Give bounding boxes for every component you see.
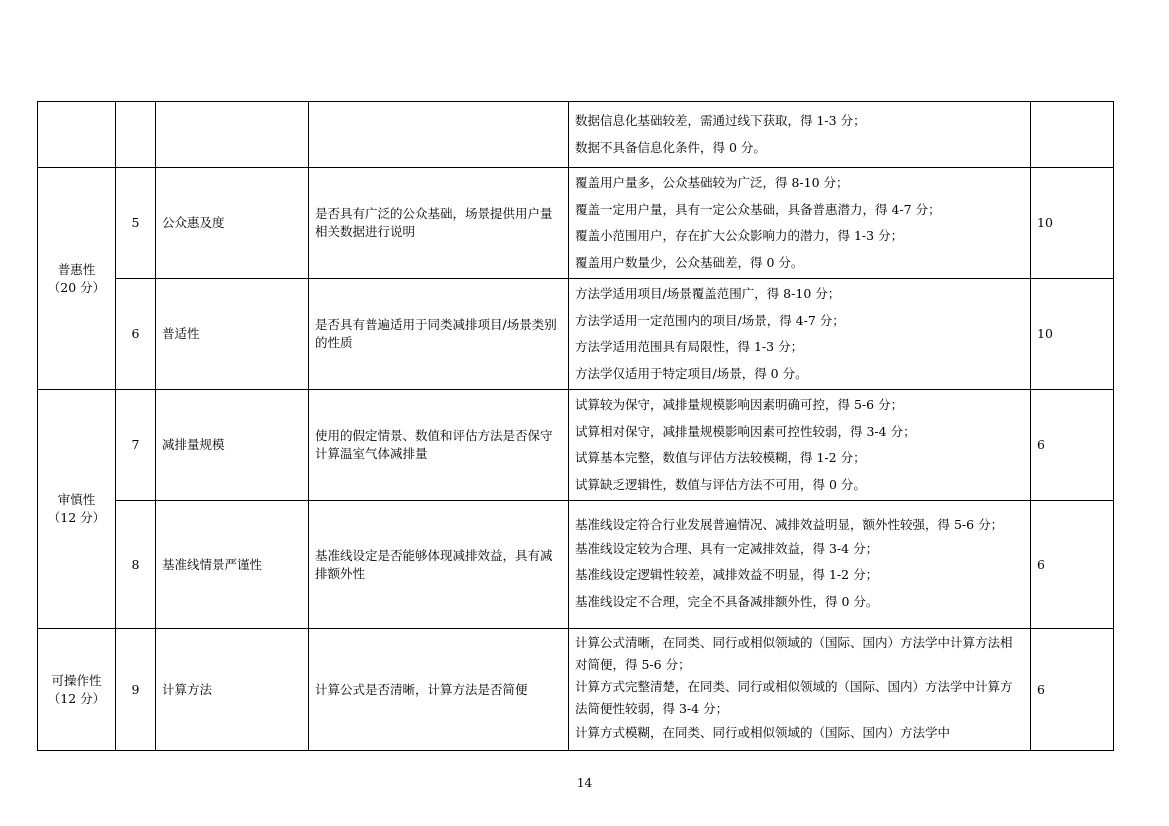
table-row: [38, 279, 1114, 390]
table-row: [38, 501, 1114, 629]
indicator-cell: 普适性: [156, 279, 309, 390]
number-cell: 7: [116, 390, 156, 501]
number-cell: 8: [116, 501, 156, 629]
category-name: 普惠性: [57, 261, 96, 277]
criterion-line: 覆盖用户量多，公众基础较为广泛，得 8-10 分；: [575, 175, 849, 190]
criterion-line: 方法学仅适用于特定项目/场景，得 0 分。: [575, 365, 808, 381]
criteria-cell: [569, 501, 1031, 629]
category-name: 审慎性: [57, 492, 96, 507]
criteria-cell: [569, 279, 1031, 390]
category-cell: [38, 102, 116, 168]
criterion-line: 覆盖小范围用户，存在扩大公众影响力的潜力，得 1-3 分；: [575, 228, 904, 243]
description-cell: 是否具有广泛的公众基础，场景提供用户量相关数据进行说明: [309, 168, 569, 279]
description-cell: 使用的假定情景、数值和评估方法是否保守计算温室气体减排量: [309, 390, 569, 501]
criteria-cell: [569, 102, 1031, 168]
table-row: [38, 629, 1114, 751]
category-points: （12 分）: [47, 510, 106, 525]
criterion-line: 试算相对保守，减排量规模影响因素可控性较弱，得 3-4 分；: [575, 423, 916, 439]
number-cell: 5: [116, 168, 156, 279]
criterion-line: 计算方式模糊，在同类、同行或相似领域的（国际、国内）方法学中: [575, 725, 951, 741]
indicator-cell: 基准线情景严谨性: [156, 501, 309, 629]
score-cell: 6: [1031, 501, 1114, 629]
category-points: （12 分）: [47, 690, 106, 706]
indicator-cell: 公众惠及度: [156, 168, 309, 279]
criterion-line: 方法学适用范围具有局限性，得 1-3 分；: [575, 339, 804, 354]
description-cell: 基准线设定是否能够体现减排效益，具有减排额外性: [309, 501, 569, 629]
score-cell: 6: [1031, 629, 1114, 751]
scoring-table: [37, 101, 1114, 751]
table-row: [38, 390, 1114, 501]
criterion-line: 基准线设定符合行业发展普遍情况、减排效益明显，额外性较强，得 5-6 分；: [575, 516, 1004, 532]
score-cell: 10: [1031, 168, 1114, 279]
criterion-line: 计算方式完整清楚，在同类、同行或相似领域的（国际、国内）方法学中计算方法简便性较弱，得 3-4 分；: [575, 679, 1013, 717]
category-points: （20 分）: [47, 279, 106, 295]
description-cell: [309, 102, 569, 168]
table-row: [38, 168, 1114, 279]
number-cell: 6: [116, 279, 156, 390]
number-cell: 9: [116, 629, 156, 751]
criterion-line: 基准线设定逻辑性较差，减排效益不明显，得 1-2 分；: [575, 567, 879, 583]
category-cell: [38, 390, 116, 629]
criterion-line: 基准线设定较为合理、具有一定减排效益，得 3-4 分；: [575, 540, 879, 556]
description-cell: 计算公式是否清晰，计算方法是否简便: [309, 629, 569, 751]
table-row-continued: [38, 102, 1114, 168]
category-name: 可操作性: [51, 672, 102, 688]
page-number: 14: [576, 776, 593, 790]
criterion-line: 覆盖用户数量少，公众基础差，得 0 分。: [575, 254, 804, 270]
score-cell: 10: [1031, 279, 1114, 390]
criterion-line: 覆盖一定用户量，具有一定公众基础，具备普惠潜力，得 4-7 分；: [575, 201, 941, 217]
category-cell: [38, 168, 116, 390]
criteria-cell: [569, 168, 1031, 279]
criterion-line: 试算较为保守，减排量规模影响因素明确可控，得 5-6 分；: [575, 397, 904, 412]
indicator-cell: 计算方法: [156, 629, 309, 751]
score-cell: [1031, 102, 1114, 168]
criterion-line: 试算基本完整，数值与评估方法较模糊，得 1-2 分；: [575, 450, 866, 465]
indicator-cell: 减排量规模: [156, 390, 309, 501]
score-cell: 6: [1031, 390, 1114, 501]
criterion-line: 方法学适用一定范围内的项目/场景，得 4-7 分；: [575, 312, 845, 328]
criterion-line: 数据信息化基础较差，需通过线下获取，得 1-3 分；: [575, 113, 866, 128]
criterion-line: 数据不具备信息化条件，得 0 分。: [575, 139, 766, 155]
criterion-line: 计算公式清晰，在同类、同行或相似领域的（国际、国内）方法学中计算方法相对简便，得 5-6 分；: [575, 635, 1013, 673]
criterion-line: 基准线设定不合理，完全不具备减排额外性，得 0 分。: [575, 593, 879, 609]
criteria-cell: [569, 390, 1031, 501]
category-cell: [38, 629, 116, 751]
indicator-cell: [156, 102, 309, 168]
criteria-cell: [569, 629, 1031, 751]
description-cell: 是否具有普遍适用于同类减排项目/场景类别的性质: [309, 279, 569, 390]
criterion-line: 试算缺乏逻辑性，数值与评估方法不可用，得 0 分。: [575, 476, 866, 492]
criterion-line: 方法学适用项目/场景覆盖范围广，得 8-10 分；: [575, 286, 841, 301]
number-cell: [116, 102, 156, 168]
